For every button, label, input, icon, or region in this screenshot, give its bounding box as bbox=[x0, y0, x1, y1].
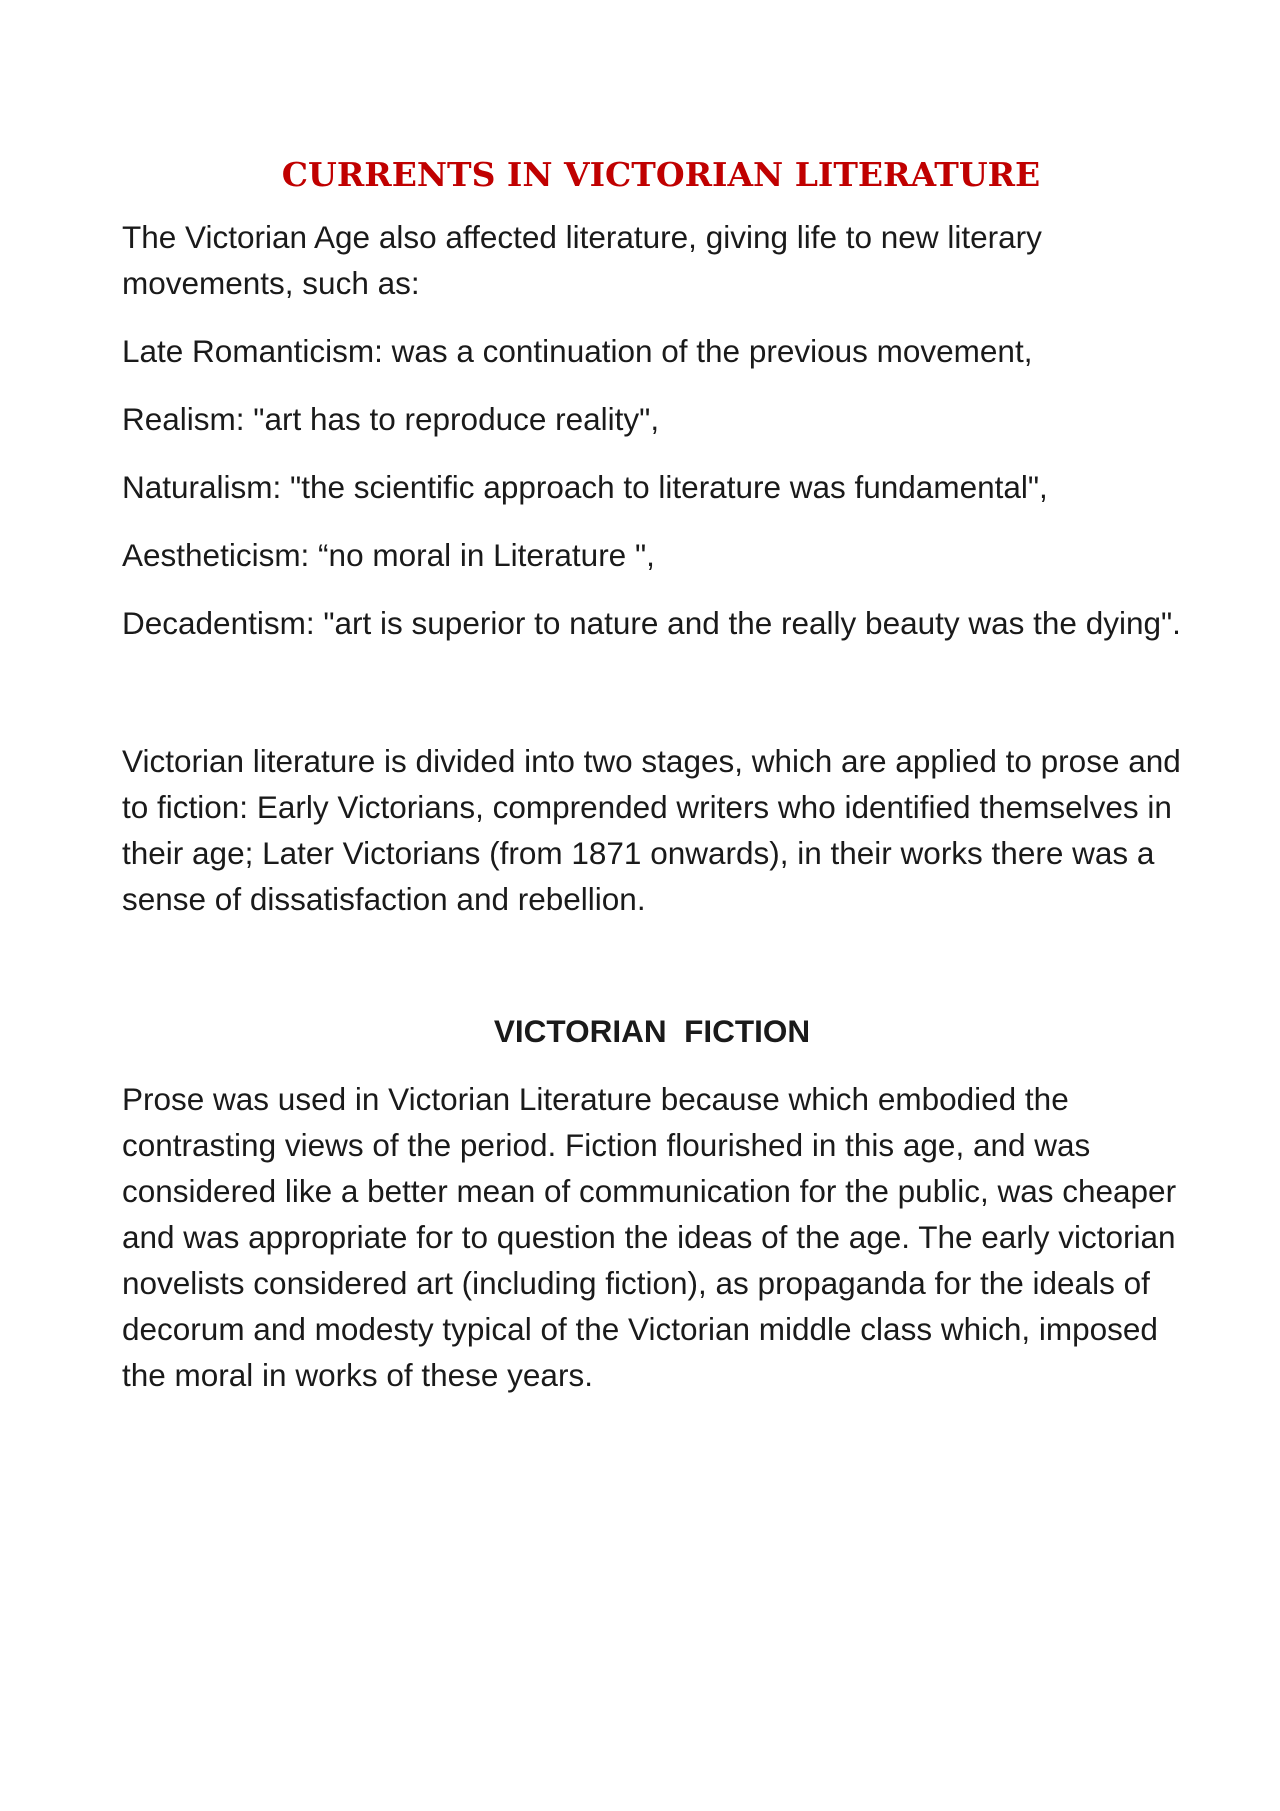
movement-decadentism: Decadentism: "art is superior to nature and the really beauty was the dying". bbox=[122, 605, 1181, 641]
movement-realism: Realism: "art has to reproduce reality", bbox=[122, 401, 660, 437]
intro-paragraph: The Victorian Age also affected literature, giving life to new literary movements, such as: bbox=[122, 219, 1042, 301]
document-body bbox=[122, 152, 1182, 1420]
section-heading-victorian-fiction: VICTORIAN FICTION bbox=[493, 1013, 811, 1049]
spacer bbox=[122, 668, 1182, 738]
spacer bbox=[122, 944, 1182, 1008]
movement-naturalism: Naturalism: "the scientific approach to literature was fundamental", bbox=[122, 469, 1048, 505]
movement-late-romanticism: Late Romanticism: was a continuation of the previous movement, bbox=[122, 333, 1033, 369]
document-title: CURRENTS IN VICTORIAN LITERATURE bbox=[281, 155, 1041, 194]
movement-aestheticism: Aestheticism: “no moral in Literature ", bbox=[122, 537, 655, 573]
stages-paragraph: Victorian literature is divided into two stages, which are applied to prose and to fiction: Early Victorians, comprended writers who identified themselves in their age; Later Victorians (from 1871 onwards), in their works there was a sense of dissatisfaction and rebellion. bbox=[122, 743, 1181, 917]
fiction-paragraph: Prose was used in Victorian Literature because which embodied the contrasting views of the period. Fiction flourished in this age, and was considered like a better mean of communication for the public, was cheaper and was appropriate for to question the ideas of the age. The early victorian novelists considered art (including fiction), as propaganda for the ideals of decorum and modesty typical of the Victorian middle class which, imposed the moral in works of these years. bbox=[122, 1081, 1177, 1393]
